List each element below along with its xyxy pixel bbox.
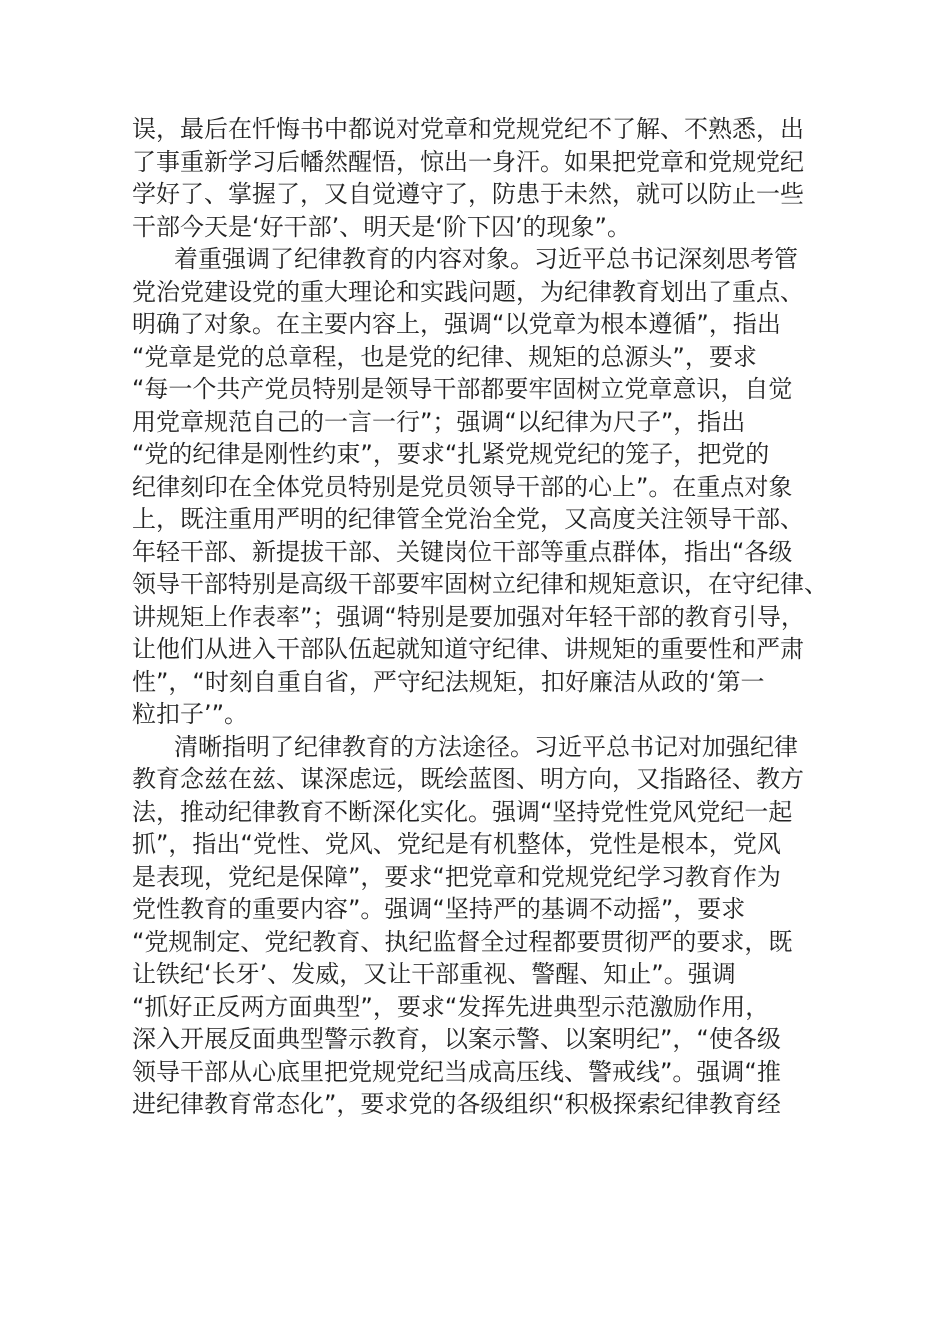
text-line: 纪律刻印在全体党员特别是党员领导干部的心上”。在重点对象 (132, 472, 793, 501)
text-line: “党规制定、党纪教育、执纪监督全过程都要贯彻严的要求，既 (132, 927, 793, 956)
text-line: 年轻干部、新提拔干部、关键岗位干部等重点群体，指出“各级 (132, 537, 793, 566)
text-line: 进纪律教育常态化”，要求党的各级组织“积极探索纪律教育经 (132, 1090, 781, 1118)
text-line: 明确了对象。在主要内容上，强调“以党章为根本遵循”，指出 (132, 310, 781, 338)
text-line: 讲规矩上作表率”；强调“特别是要加强对年轻干部的教育引导， (132, 602, 805, 631)
text-line: 误，最后在忏悔书中都说对党章和党规党纪不了解、不熟悉，出 (132, 115, 804, 143)
paragraph-3 (132, 731, 854, 1121)
text-line: 了事重新学习后幡然醒悟，惊出一身汗。如果把党章和党规党纪 (132, 147, 804, 176)
text-line: 干部今天是‘好干部’、明天是‘阶下囚’的现象”。 (132, 212, 631, 241)
text-line: 让铁纪‘长牙’、发威，又让干部重视、警醒、知止”。强调 (132, 960, 736, 988)
text-line: “每一个共产党员特别是领导干部都要牢固树立党章意识，自觉 (132, 375, 793, 403)
text-line: 法，推动纪律教育不断深化实化。强调“坚持党性党风党纪一起 (132, 797, 793, 826)
text-line: “党的纪律是刚性约束”，要求“扎紧党规党纪的笼子，把党的 (132, 440, 770, 468)
text-line: “抓好正反两方面典型”，要求“发挥先进典型示范激励作用， (132, 992, 770, 1021)
paragraph-1 (132, 113, 854, 243)
text-line: 上，既注重用严明的纪律管全党治全党，又高度关注领导干部、 (132, 505, 804, 533)
text-line: 深入开展反面典型警示教育，以案示警、以案明纪”，“使各级 (132, 1025, 781, 1053)
text-line: 粒扣子’”。 (132, 700, 249, 728)
text-line: 用党章规范自己的一言一行”；强调“以纪律为尺子”，指出 (132, 407, 746, 436)
document-body (132, 113, 854, 1121)
text-line: 学好了、掌握了，又自觉遵守了，防患于未然，就可以防止一些 (132, 180, 804, 208)
text-line: 教育念兹在兹、谋深虑远，既绘蓝图、明方向，又指路径、教方 (132, 765, 804, 793)
text-line: 党治党建设党的重大理论和实践问题，为纪律教育划出了重点、 (132, 277, 804, 306)
text-line: 领导干部特别是高级干部要牢固树立纪律和规矩意识，在守纪律、 (132, 570, 828, 598)
text-line: “党章是党的总章程，也是党的纪律、规矩的总源头”，要求 (132, 342, 757, 371)
text-line: 领导干部从心底里把党规党纪当成高压线、警戒线”。强调“推 (132, 1057, 781, 1086)
text-line: 党性教育的重要内容”。强调“坚持严的基调不动摇”，要求 (132, 895, 746, 923)
text-line-first: 着重强调了纪律教育的内容对象。习近平总书记深刻思考管 (174, 245, 798, 273)
text-line: 让他们从进入干部队伍起就知道守纪律、讲规矩的重要性和严肃 (132, 635, 804, 663)
text-line: 性”，“时刻自重自省，严守纪法规矩，扣好廉洁从政的‘第一 (132, 667, 765, 696)
text-line-first: 清晰指明了纪律教育的方法途径。习近平总书记对加强纪律 (174, 732, 798, 761)
text-line: 是表现，党纪是保障”，要求“把党章和党规党纪学习教育作为 (132, 862, 781, 891)
paragraph-2 (132, 243, 854, 731)
text-line: 抓”，指出“党性、党风、党纪是有机整体，党性是根本，党风 (132, 830, 781, 858)
